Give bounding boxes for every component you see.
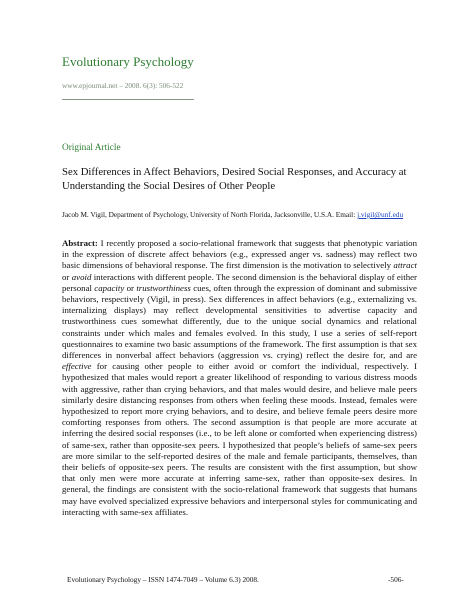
footer-citation: Evolutionary Psychology – ISSN 1474-7049 – Volume 6.3) 2008. bbox=[67, 575, 259, 584]
abstract-emphasis: capacity bbox=[94, 282, 125, 293]
abstract-label: Abstract: bbox=[62, 238, 98, 248]
abstract-text: interactions with different people. The second dimension is the behavioral display of either personal bbox=[62, 271, 417, 293]
abstract-emphasis: attract bbox=[393, 260, 417, 271]
abstract-text: I recently proposed a socio-relational framework that suggests that phenotypic variation in the expression of discrete affect behaviors (e.g., expressed anger vs. sadness) may reflect two basic dimensions of behavioral response. The first dimension is the motivation to selectively bbox=[62, 238, 417, 271]
journal-url[interactable]: www.epjournal.net – 2008. 6(3): 506-522 bbox=[62, 81, 184, 90]
abstract-text: cues, often through the expression of dominant and submissive behaviors, respectively (Vigil, in press). Sex differences in affect behaviors (e.g., externalizing vs. internalizing displays) may reflect developmental sensitivities to advertise capacity and trustworthiness cues somewhat differently, due to the unique social dynamics and relational constraints under which males and females evolved. In this study, I use a series of self-report questionnaires to examine two basic assumptions of the framework. The first assumption is that sex differences in nonverbal affect behaviors (aggression vs. crying) reflect the desire for, and are bbox=[62, 282, 417, 361]
abstract-emphasis: avoid bbox=[71, 271, 92, 282]
page-number: -506- bbox=[388, 575, 404, 584]
abstract-text: for causing other people to either avoid or comfort the individual, respectively. I hypothesized that males would report a greater likelihood of responding to various distress moods with aggressive, rather than crying behaviors, and that males would desire, and believe male peers similarly desire distancing responses from others when feeling these moods. Instead, females were hypothesized to report more crying behaviors, and to desire, and believe female peers desire more comforting responses from others. The second assumption is that people are more accurate at inferring the desired social responses (i.e., to be left alone or comforted when experiencing distress) of same-sex, rather than opposite-sex peers. I hypothesized that people’s beliefs of same-sex peers are more similar to the self-reported desires of the male and female participants, themselves, than their beliefs of opposite-sex peers. The results are consistent with the first assumption, but show that only men were more accurate at inferring same-sex, rather than opposite-sex desires. In general, the findings are consistent with the socio-relational framework that suggests that humans may have evolved specialized expressive behaviors and interpersonal styles for communicating and interacting with same-sex affiliates. bbox=[62, 361, 417, 517]
abstract-emphasis: effective bbox=[62, 361, 92, 372]
abstract-emphasis: trustworthiness bbox=[136, 282, 191, 293]
abstract-text: or bbox=[62, 271, 72, 282]
article-title: Sex Differences in Affect Behaviors, Desired Social Responses, and Accuracy at Understanding the Social Desires of Other People bbox=[62, 166, 407, 192]
author-email-link[interactable]: j.vigil@unf.edu bbox=[357, 210, 404, 219]
author-affiliation bbox=[62, 210, 417, 219]
journal-name: Evolutionary Psychology bbox=[62, 54, 194, 69]
author-line: Jacob M. Vigil, Department of Psychology, University of North Florida, Jacksonville, U.S.A. Email: bbox=[62, 210, 356, 219]
abstract bbox=[62, 238, 417, 518]
header-divider bbox=[62, 99, 194, 100]
abstract-text: or bbox=[124, 282, 137, 293]
article-type: Original Article bbox=[62, 143, 121, 153]
